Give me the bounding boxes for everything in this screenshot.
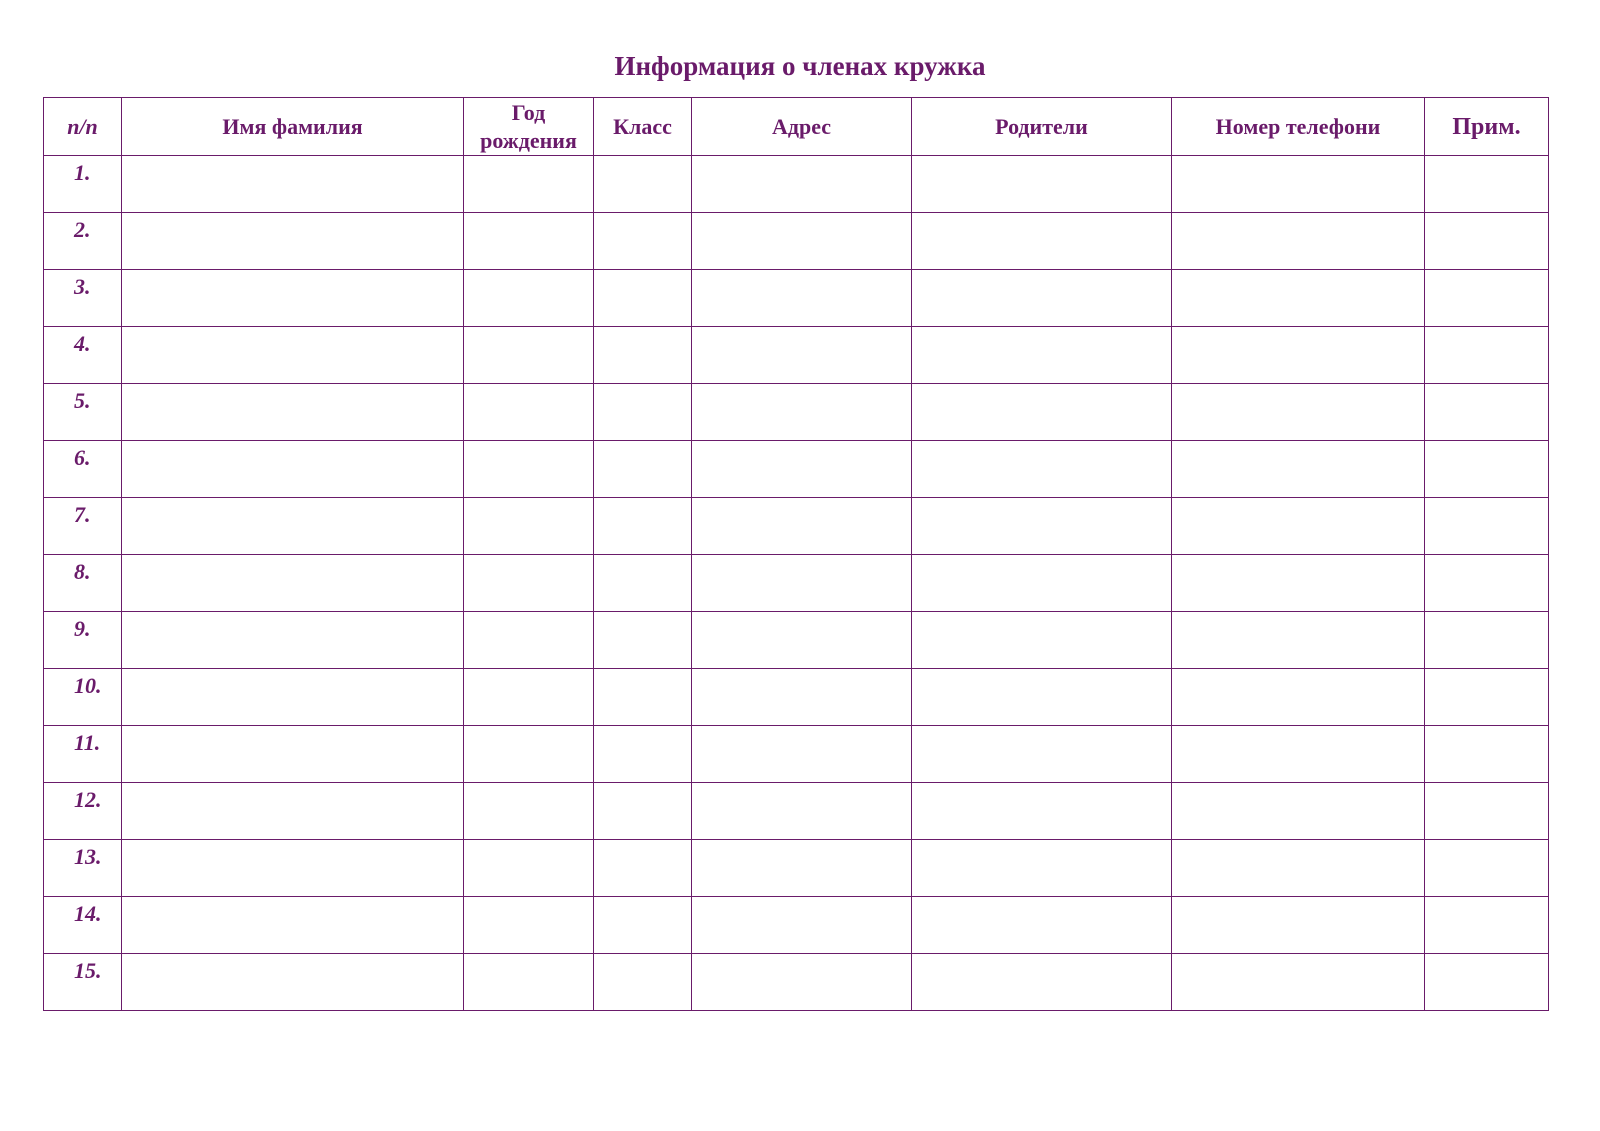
- row-number: 4.: [44, 327, 122, 384]
- address-cell[interactable]: [692, 156, 912, 213]
- birth-year-cell[interactable]: [464, 954, 594, 1011]
- header-name: Имя фамилия: [122, 98, 464, 156]
- birth-year-cell[interactable]: [464, 384, 594, 441]
- name-cell[interactable]: [122, 897, 464, 954]
- class-cell[interactable]: [594, 213, 692, 270]
- class-cell[interactable]: [594, 726, 692, 783]
- row-number: 7.: [44, 498, 122, 555]
- birth-year-cell[interactable]: [464, 498, 594, 555]
- parents-cell[interactable]: [912, 897, 1172, 954]
- parents-cell[interactable]: [912, 270, 1172, 327]
- phone-cell[interactable]: [1172, 840, 1425, 897]
- name-cell[interactable]: [122, 555, 464, 612]
- row-number: 5.: [44, 384, 122, 441]
- name-cell[interactable]: [122, 156, 464, 213]
- parents-cell[interactable]: [912, 954, 1172, 1011]
- birth-year-cell[interactable]: [464, 726, 594, 783]
- notes-cell[interactable]: [1425, 441, 1549, 498]
- table-row: [44, 327, 1549, 384]
- birth-year-cell[interactable]: [464, 840, 594, 897]
- address-cell[interactable]: [692, 498, 912, 555]
- parents-cell[interactable]: [912, 327, 1172, 384]
- phone-cell[interactable]: [1172, 897, 1425, 954]
- notes-cell[interactable]: [1425, 327, 1549, 384]
- header-parents: Родители: [912, 98, 1172, 156]
- notes-cell[interactable]: [1425, 954, 1549, 1011]
- parents-cell[interactable]: [912, 669, 1172, 726]
- address-cell[interactable]: [692, 840, 912, 897]
- birth-year-cell[interactable]: [464, 555, 594, 612]
- phone-cell[interactable]: [1172, 783, 1425, 840]
- parents-cell[interactable]: [912, 498, 1172, 555]
- table-row: [44, 498, 1549, 555]
- notes-cell[interactable]: [1425, 498, 1549, 555]
- row-number: 11.: [44, 726, 122, 783]
- address-cell[interactable]: [692, 327, 912, 384]
- name-cell[interactable]: [122, 384, 464, 441]
- phone-cell[interactable]: [1172, 669, 1425, 726]
- phone-cell[interactable]: [1172, 954, 1425, 1011]
- phone-cell[interactable]: [1172, 213, 1425, 270]
- row-number: 14.: [44, 897, 122, 954]
- header-class: Класс: [594, 98, 692, 156]
- row-number: 2.: [44, 213, 122, 270]
- table-row: [44, 270, 1549, 327]
- parents-cell[interactable]: [912, 384, 1172, 441]
- phone-cell[interactable]: [1172, 270, 1425, 327]
- class-cell[interactable]: [594, 897, 692, 954]
- birth-year-cell[interactable]: [464, 897, 594, 954]
- table-row: [44, 954, 1549, 1011]
- row-number: 8.: [44, 555, 122, 612]
- address-cell[interactable]: [692, 612, 912, 669]
- phone-cell[interactable]: [1172, 726, 1425, 783]
- birth-year-cell[interactable]: [464, 213, 594, 270]
- notes-cell[interactable]: [1425, 555, 1549, 612]
- birth-year-cell[interactable]: [464, 783, 594, 840]
- address-cell[interactable]: [692, 783, 912, 840]
- notes-cell[interactable]: [1425, 213, 1549, 270]
- header-phone: Номер телефони: [1172, 98, 1425, 156]
- name-cell[interactable]: [122, 954, 464, 1011]
- table-row: [44, 441, 1549, 498]
- notes-cell[interactable]: [1425, 612, 1549, 669]
- address-cell[interactable]: [692, 384, 912, 441]
- address-cell[interactable]: [692, 897, 912, 954]
- notes-cell[interactable]: [1425, 840, 1549, 897]
- notes-cell[interactable]: [1425, 726, 1549, 783]
- notes-cell[interactable]: [1425, 783, 1549, 840]
- header-address: Адрес: [692, 98, 912, 156]
- parents-cell[interactable]: [912, 726, 1172, 783]
- class-cell[interactable]: [594, 498, 692, 555]
- parents-cell[interactable]: [912, 783, 1172, 840]
- table-row: [44, 213, 1549, 270]
- birth-year-cell[interactable]: [464, 612, 594, 669]
- phone-cell[interactable]: [1172, 327, 1425, 384]
- parents-cell[interactable]: [912, 156, 1172, 213]
- class-cell[interactable]: [594, 783, 692, 840]
- name-cell[interactable]: [122, 498, 464, 555]
- row-number: 1.: [44, 156, 122, 213]
- table-body: [44, 156, 1549, 1011]
- name-cell[interactable]: [122, 840, 464, 897]
- birth-year-cell[interactable]: [464, 270, 594, 327]
- address-cell[interactable]: [692, 213, 912, 270]
- row-number: 13.: [44, 840, 122, 897]
- name-cell[interactable]: [122, 726, 464, 783]
- notes-cell[interactable]: [1425, 156, 1549, 213]
- class-cell[interactable]: [594, 270, 692, 327]
- address-cell[interactable]: [692, 270, 912, 327]
- header-birth-year: [464, 98, 594, 156]
- class-cell[interactable]: [594, 612, 692, 669]
- phone-cell[interactable]: [1172, 441, 1425, 498]
- class-cell[interactable]: [594, 327, 692, 384]
- class-cell[interactable]: [594, 555, 692, 612]
- phone-cell[interactable]: [1172, 156, 1425, 213]
- row-number: 12.: [44, 783, 122, 840]
- phone-cell[interactable]: [1172, 498, 1425, 555]
- row-number: 15.: [44, 954, 122, 1011]
- parents-cell[interactable]: [912, 441, 1172, 498]
- class-cell[interactable]: [594, 384, 692, 441]
- class-cell[interactable]: [594, 840, 692, 897]
- name-cell[interactable]: [122, 327, 464, 384]
- address-cell[interactable]: [692, 726, 912, 783]
- class-cell[interactable]: [594, 954, 692, 1011]
- name-cell[interactable]: [122, 612, 464, 669]
- parents-cell[interactable]: [912, 612, 1172, 669]
- members-table: [43, 97, 1549, 1011]
- table-row: [44, 897, 1549, 954]
- table-row: [44, 612, 1549, 669]
- notes-cell[interactable]: [1425, 270, 1549, 327]
- name-cell[interactable]: [122, 213, 464, 270]
- parents-cell[interactable]: [912, 555, 1172, 612]
- table-row: [44, 669, 1549, 726]
- header-birth-year-line2: рождения: [480, 127, 577, 153]
- table-row: [44, 726, 1549, 783]
- birth-year-cell[interactable]: [464, 441, 594, 498]
- table-row: [44, 384, 1549, 441]
- parents-cell[interactable]: [912, 840, 1172, 897]
- row-number: 10.: [44, 669, 122, 726]
- header-notes: Прим.: [1425, 98, 1549, 156]
- class-cell[interactable]: [594, 669, 692, 726]
- address-cell[interactable]: [692, 441, 912, 498]
- table-header: [44, 98, 1549, 156]
- birth-year-cell[interactable]: [464, 669, 594, 726]
- parents-cell[interactable]: [912, 213, 1172, 270]
- phone-cell[interactable]: [1172, 555, 1425, 612]
- notes-cell[interactable]: [1425, 669, 1549, 726]
- address-cell[interactable]: [692, 954, 912, 1011]
- header-birth-year-line1: Год: [511, 99, 546, 125]
- header-row: [44, 98, 1549, 156]
- table-row: [44, 156, 1549, 213]
- class-cell[interactable]: [594, 156, 692, 213]
- header-number: п/п: [44, 98, 122, 156]
- name-cell[interactable]: [122, 783, 464, 840]
- address-cell[interactable]: [692, 555, 912, 612]
- phone-cell[interactable]: [1172, 612, 1425, 669]
- name-cell[interactable]: [122, 270, 464, 327]
- notes-cell[interactable]: [1425, 897, 1549, 954]
- row-number: 6.: [44, 441, 122, 498]
- name-cell[interactable]: [122, 441, 464, 498]
- table-row: [44, 555, 1549, 612]
- address-cell[interactable]: [692, 669, 912, 726]
- table-row: [44, 840, 1549, 897]
- table-row: [44, 783, 1549, 840]
- birth-year-cell[interactable]: [464, 327, 594, 384]
- phone-cell[interactable]: [1172, 384, 1425, 441]
- row-number: 9.: [44, 612, 122, 669]
- row-number: 3.: [44, 270, 122, 327]
- class-cell[interactable]: [594, 441, 692, 498]
- page-title: Информация о членах кружка: [614, 51, 986, 81]
- birth-year-cell[interactable]: [464, 156, 594, 213]
- name-cell[interactable]: [122, 669, 464, 726]
- notes-cell[interactable]: [1425, 384, 1549, 441]
